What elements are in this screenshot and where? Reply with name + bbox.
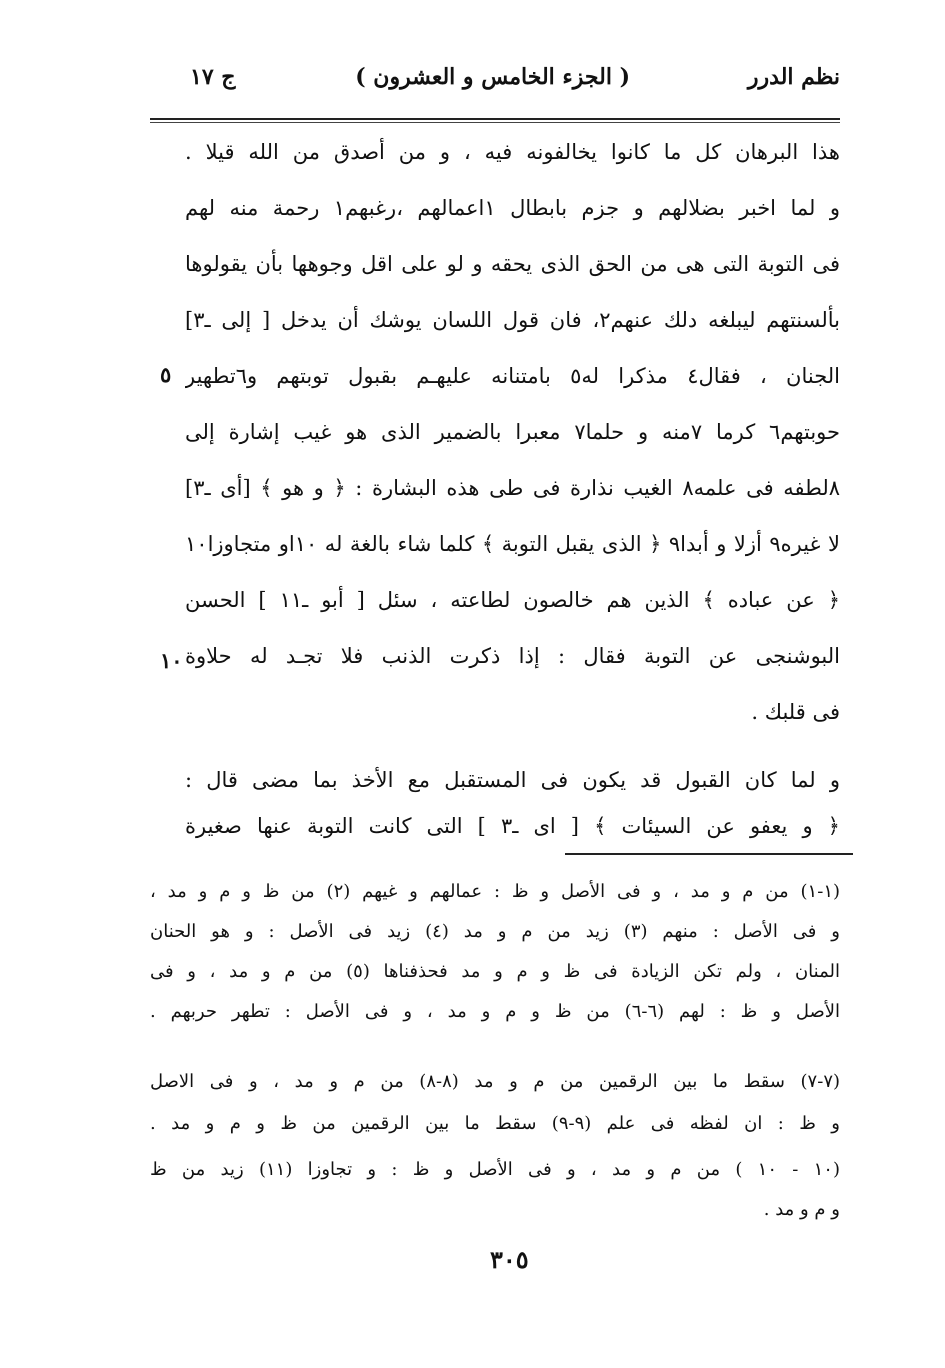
text-line: و لما اخبر بضلالهم و جزم بابطال ١اعمالهم ،رغبهم١ رحمة منه لهم bbox=[185, 196, 840, 220]
footnote-line: و فى الأصل : منهم (٣) زيد من م و مد (٤) زيد فى الأصل : و هو الحنان bbox=[150, 921, 840, 942]
text-line: و لما كان القبول قد يكون فى المستقبل مع الأخذ بما مضى قال : bbox=[185, 768, 840, 792]
footnote-line: (١-١) من م و مد ، و فى الأصل و ظ : عمالهم و غيهم (٢) من ظ و م و مد ، bbox=[150, 881, 840, 902]
text-line: ﴿ عن عباده ﴾ الذين هم خالصون لطاعته ، سئل [ أبو ـ١١ ] الحسن bbox=[185, 588, 840, 612]
text-line: بألسنتهم ليبلغه دلك عنهم٢، فان قول اللسان يوشك أن يدخل [ إلى ـ٣] bbox=[185, 308, 840, 332]
part-title: ( الجزء الخامس و العشرون ) bbox=[355, 64, 630, 90]
text-line: البوشنجى عن التوبة فقال : إذا ذكرت الذنب فلا تجـد له حلاوة bbox=[185, 644, 840, 668]
footnote-line: الأصل و ظ : لهم (٦-٦) من ظ و م و مد ، و فى الأصل : تطهر حربهم . bbox=[150, 1001, 840, 1022]
line-number: ٥ bbox=[160, 362, 172, 387]
footnote-line: (٧-٧) سقط ما بين الرقمين من م و مد (٨-٨) من م و مد ، و فى الاصل bbox=[150, 1071, 840, 1092]
footnote-line: (١٠ - ١٠ ) من م و مد ، و فى الأصل و ظ : و تجاوزا (١١) زيد من ظ bbox=[150, 1159, 840, 1180]
section-label: ج ١٧ bbox=[190, 64, 236, 90]
footnote-line: و م و مد . bbox=[763, 1199, 840, 1220]
text-line: فى قلبك . bbox=[751, 700, 840, 724]
text-line: حوبتهم٦ كرما ٧منه و حلما٧ معبرا بالضمير الذى هو غيب إشارة إلى bbox=[185, 420, 840, 444]
text-line: هذا البرهان كل ما كانوا يخالفونه فيه ، و من أصدق من الله قيلا . bbox=[185, 140, 840, 164]
footnote-line: و ظ : ان لفظه فى علم (٩-٩) سقط ما بين الرقمين من ظ و م و مد . bbox=[150, 1113, 840, 1134]
footnote-rule bbox=[565, 853, 853, 855]
book-title: نظم الدرر bbox=[747, 64, 840, 90]
running-header bbox=[150, 58, 840, 110]
text-line: الجنان ، فقال٤ مذكرا له٥ بامتنانه عليهـم بقبول توبتهم و٦تطهير bbox=[185, 364, 840, 388]
header-rule-thin bbox=[150, 122, 840, 123]
page-number: ٣٠٥ bbox=[490, 1245, 529, 1274]
text-line: فى التوبة التى هى من الحق الذى يحقه و لو على اقل وجوهها بأن يقولوها bbox=[185, 252, 840, 276]
line-number: ١٠ bbox=[160, 648, 183, 673]
header-rule-thick bbox=[150, 118, 840, 120]
footnote-line: المنان ، ولم تكن الزيادة فى ظ و م و مد فحذفناها (٥) من م و مد ، و فى bbox=[150, 961, 840, 982]
text-line: ﴿ و يعفو عن السيئات ﴾ [ اى ـ٣ ] التى كانت التوبة عنها صغيرة bbox=[185, 814, 840, 838]
text-line: لا غيره٩ أزلا و أبدا٩ ﴿ الذى يقبل التوبة ﴾ كلما شاء بالغة له ١٠او متجاوزا١٠ bbox=[185, 532, 840, 556]
text-line: ٨لطفه فى علمه٨ الغيب نذارة فى طى هذه البشارة : ﴿ و هو ﴾ [أى ـ٣] bbox=[185, 476, 840, 500]
